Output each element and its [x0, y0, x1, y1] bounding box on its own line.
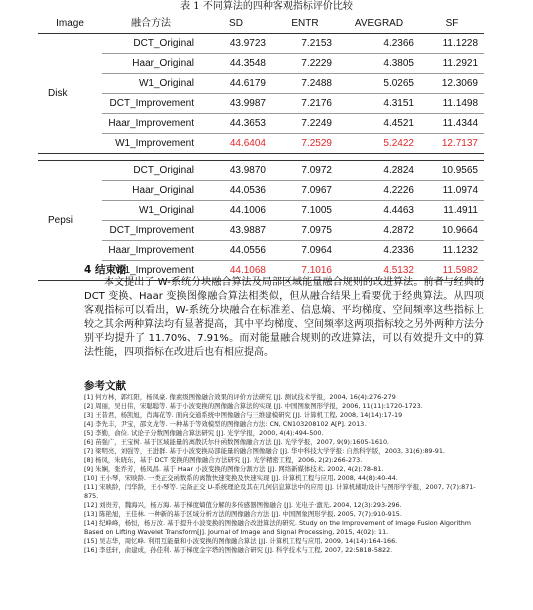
avegrad-cell: 4.2336 — [338, 241, 420, 261]
sd-cell: 44.3548 — [200, 54, 272, 74]
entr-cell: 7.2176 — [272, 94, 338, 114]
reference-item: [3] 王昔君，杨凯旭，肖海花等. 面向交通系统中图像融合与三维建模研究 [J]. 计算机工程, 2008, 14(14):17-19 — [84, 411, 403, 419]
sd-cell: 43.9987 — [200, 94, 272, 114]
entr-cell: 7.2229 — [272, 54, 338, 74]
method-cell: DCT_Improvement — [102, 221, 200, 241]
sd-cell: 44.1006 — [200, 201, 272, 221]
reference-item: [6] 苗强广，王宝树. 基于区域能量的离散沃尔什函数图像融合方法 [J]. 光学学报，2007, 9(9):1605-1610. — [84, 438, 390, 446]
references-list — [84, 393, 484, 555]
method-cell: DCT_Original — [102, 161, 200, 181]
avegrad-cell: 4.3151 — [338, 94, 420, 114]
method-cell: DCT_Original — [102, 34, 200, 54]
sf-cell: 10.9664 — [420, 221, 484, 241]
reference-item: [8] 杨凤，朱晓东，基于 DCT 变换的图像融合方法研究 [J]. 光学精密工程，2006, 2(2):266-273. — [84, 456, 363, 464]
avegrad-cell: 4.4521 — [338, 114, 420, 134]
reference-item: [7] 梁明亮，刘强等，王进群. 基于小波变换局部能量的融合图像融合 [J]. 华中科技大学学报: 自然科学版，2003, 31(6):89-91. — [84, 447, 445, 455]
entr-cell: 7.1016 — [272, 261, 338, 281]
table-row — [38, 114, 484, 134]
reference-item: [16] 李廷轩，俞建成，孙佳利. 基于梯度金字塔的图像融合研究 [J]. 科学技术与工程, 2007, 22:5818-5822. — [84, 546, 393, 554]
avegrad-cell: 4.3805 — [338, 54, 420, 74]
avegrad-cell: 4.2226 — [338, 181, 420, 201]
table-body — [38, 34, 484, 281]
entr-cell: 7.0967 — [272, 181, 338, 201]
reference-item: [9] 朱娴，张乔芳，杨凤昌. 基于 Haar 小波变换的图像分割方法 [J]. 网络新媒体技术, 2002, 4(2):78-81. — [84, 465, 384, 473]
evaluation-table — [38, 14, 484, 281]
method-cell: Haar_Original — [102, 181, 200, 201]
entr-cell: 7.1005 — [272, 201, 338, 221]
sf-cell: 11.1232 — [420, 241, 484, 261]
method-cell: W1_Original — [102, 201, 200, 221]
method-cell: Haar_Improvement — [102, 114, 200, 134]
sd-cell: 44.6179 — [200, 74, 272, 94]
avegrad-cell: 4.2366 — [338, 34, 420, 54]
sd-cell: 44.1068 — [200, 261, 272, 281]
sd-cell: 44.0556 — [200, 241, 272, 261]
image-name-cell: Disk — [38, 34, 102, 154]
method-cell: DCT_Improvement — [102, 94, 200, 114]
section-title-conclusion: 4 结束语 — [84, 264, 127, 276]
table-row — [38, 241, 484, 261]
reference-item: [14] 纪峰峰，杨恒，杨万汝. 基于提升小波变换的图像融合改进算法的研究. Study on the Improvement of Image Fusion Algorithm Based on Lifting Wavelet Transform[J]. Journal of Image and Signal Processing, 2015, 4(02): 11. — [84, 519, 472, 536]
entr-cell: 7.2529 — [272, 134, 338, 154]
table-row — [38, 94, 484, 114]
sf-cell: 11.4344 — [420, 114, 484, 134]
sd-cell: 44.3653 — [200, 114, 272, 134]
references-title: 参考文献 — [84, 380, 126, 392]
header-method: 融合方法 — [102, 14, 200, 34]
sd-cell: 43.9887 — [200, 221, 272, 241]
sf-cell: 11.1228 — [420, 34, 484, 54]
avegrad-cell: 4.2824 — [338, 161, 420, 181]
method-cell: Haar_Improvement — [102, 241, 200, 261]
table-row — [38, 181, 484, 201]
table-row — [38, 54, 484, 74]
avegrad-cell: 5.2422 — [338, 134, 420, 154]
reference-item: [15] 吴志华，周忆峰. 利用互能量和小波变换的图像融合算法 [J]. 计算机工程与应用, 2009, 14(14):164-166. — [84, 537, 398, 545]
group-separator — [38, 154, 484, 161]
table-row — [38, 161, 484, 181]
avegrad-cell: 4.2872 — [338, 221, 420, 241]
sf-cell: 11.4911 — [420, 201, 484, 221]
entr-cell: 7.0972 — [272, 161, 338, 181]
table-caption: 表 1 不同算法的四种客观指标评价比较 — [180, 1, 353, 12]
conclusion-paragraph: 本文提出了 W-系统分块融合算法及局部区域能量融合规则的改进算法。前者与经典的 DCT 变换、Haar 变换图像融合算法相类似，但从融合结果上看要优于经典算法。从四项客观指标可以看出，W-系统分块融合在标准差、信息熵、平均梯度、空间频率这些指标上较之其余两种算法均有显著提高，其中平均梯度、空间频率这两项指标较之另外两种方法分别平均提升了 11.70%、7.91%。而对能量融合规则的改进算法，可以有效提升文中的算法性能，四项指标在改进后也有相应提高。 — [84, 277, 484, 358]
header-entr: ENTR — [272, 14, 338, 34]
table-row — [38, 221, 484, 241]
reference-item: [5] 李勤，俞俭. 试论子分数图像融合算法研究 [J]. 光学学报，2000, 4(4):494-500. — [84, 429, 324, 437]
table-header-row — [38, 14, 484, 34]
entr-cell: 7.2488 — [272, 74, 338, 94]
reference-item: [11] 宋映龄，闫华龄，王小琴等. 完备正交 U-系统理论及其在几何信息算法中的应用 [J]. 计算机辅助设计与图形学学报，2007, 7(7):871-875. — [84, 483, 476, 500]
reference-item: [1] 何方林，郭红阳，杨凤豪. 像素级图像融合效果的评价方法研究 [J]. 测试技术学报，2004, 16(4):276-279 — [84, 393, 396, 401]
method-cell: Haar_Original — [102, 54, 200, 74]
header-sf: SF — [420, 14, 484, 34]
reference-item: [12] 刘贵芳，魏海兴，杨万海. 基于梯度熵值分解的多传感器图像融合 [J]. 光电子·激光, 2004, 12(3):293-296. — [84, 501, 402, 509]
separator-cell — [38, 154, 484, 161]
sf-cell: 11.1498 — [420, 94, 484, 114]
sf-cell: 12.7137 — [420, 134, 484, 154]
method-cell: W1_Improvement — [102, 261, 200, 281]
sd-cell: 44.6404 — [200, 134, 272, 154]
sd-cell: 43.9723 — [200, 34, 272, 54]
sf-cell: 10.9565 — [420, 161, 484, 181]
method-cell: W1_Original — [102, 74, 200, 94]
table-row — [38, 34, 484, 54]
method-cell: W1_Improvement — [102, 134, 200, 154]
header-image: Image — [38, 14, 102, 34]
entr-cell: 7.0964 — [272, 241, 338, 261]
avegrad-cell: 4.4463 — [338, 201, 420, 221]
sf-cell: 11.0974 — [420, 181, 484, 201]
reference-item: [13] 陈艳旭，王佳林. 一种新的基于区域分析方法的图像融合方法 [J]. 中国图象图形学报, 2005, 7(7):910-915. — [84, 510, 402, 518]
header-sd: SD — [200, 14, 272, 34]
image-name-cell: Pepsi — [38, 161, 102, 281]
sd-cell: 43.9870 — [200, 161, 272, 181]
sd-cell: 44.0536 — [200, 181, 272, 201]
reference-item: [2] 周丽，吴日伟，宋聪聪等. 基于小波变换的图像融合算法的实现 [J]. 中国图象图形学报，2006, 11(11):1720-1723. — [84, 402, 423, 410]
avegrad-cell: 4.5132 — [338, 261, 420, 281]
reference-item: [4] 李先丰，尹宝，邵文龙等. 一种基于等效模型的图像融合方法: CN, CN103208102 A[P]. 2013. — [84, 420, 367, 428]
table-row — [38, 134, 484, 154]
table-row — [38, 74, 484, 94]
entr-cell: 7.0975 — [272, 221, 338, 241]
entr-cell: 7.2153 — [272, 34, 338, 54]
entr-cell: 7.2249 — [272, 114, 338, 134]
sf-cell: 12.3069 — [420, 74, 484, 94]
reference-item: [10] 王小琴，宋映龄. 一类正交函数系的离散快速变换及快速实现 [J]. 计算机工程与应用, 2008, 44(8):40-44. — [84, 474, 398, 482]
table-row — [38, 201, 484, 221]
sf-cell: 11.2921 — [420, 54, 484, 74]
header-avegrad: AVEGRAD — [338, 14, 420, 34]
sf-cell: 11.5982 — [420, 261, 484, 281]
avegrad-cell: 5.0265 — [338, 74, 420, 94]
